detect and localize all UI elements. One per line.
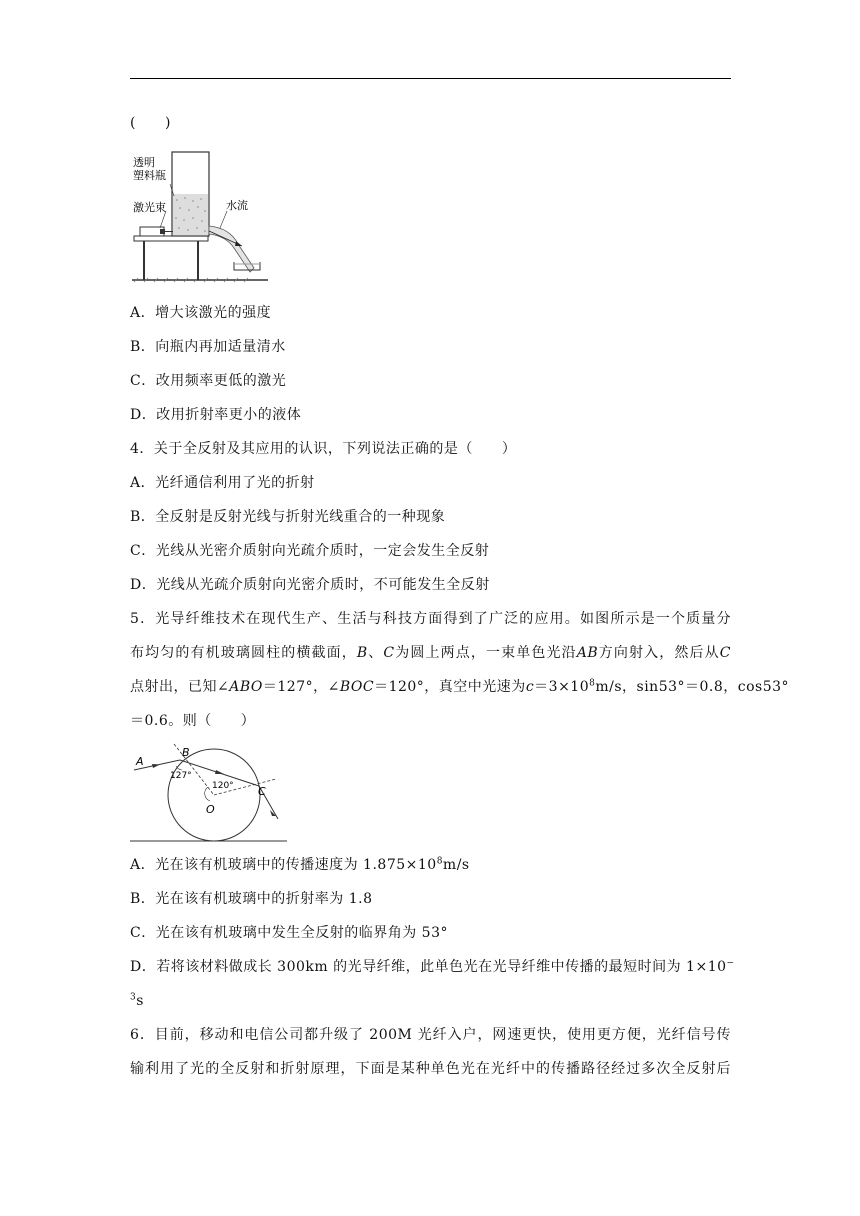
q5-option-d-line1: D．若将该材料做成长 300km 的光导纤维，此单色光在光导纤维中传播的最短时间为 1×10−: [130, 958, 735, 975]
header-rule: [130, 78, 731, 79]
q5-option-c: C．光在该有机玻璃中发生全反射的临界角为 53°: [130, 925, 448, 941]
q6-stem-line2: 输利用了光的全反射和折射原理，下面是某种单色光在光纤中的传播路径经过多次全反射后: [130, 1061, 731, 1077]
bottle-label-1: 透明: [133, 156, 155, 169]
q5-option-a: A．光在该有机玻璃中的传播速度为 $1.875\times 10^8m/s$: [130, 856, 470, 873]
q3-option-c: C．改用频率更低的激光: [130, 373, 287, 389]
q5-stem-line1: 5．光导纤维技术在现代生产、生活与科技方面得到了广泛的应用。如图所示是一个质量分: [130, 611, 731, 627]
q3-option-a: A．增大该激光的强度: [130, 305, 272, 321]
q3-option-b: B．向瓶内再加适量清水: [130, 339, 286, 355]
q5-stem-line4: ＝0.6。则（ ）: [130, 713, 256, 729]
angle-120-label: 120°: [212, 781, 234, 791]
water-label: 水流: [226, 199, 248, 212]
q5-stem-line2: 布均匀的有机玻璃圆柱的横截面，B、C为圆上两点，一束单色光沿AB方向射入，然后从C: [130, 645, 732, 661]
answer-paren: ( ): [130, 115, 171, 131]
laser-label: 激光束: [133, 201, 166, 214]
bottle-label-2: 塑料瓶: [133, 169, 166, 182]
glass-cylinder-figure: [130, 740, 290, 844]
bottle-laser-figure: [130, 148, 270, 284]
q5-stem-line3: 点射出，已知∠ABO＝127°，∠BOC＝120°，真空中光速为$c=3\times 10^8m/s$，sin53°＝0.8，cos53°: [130, 678, 790, 695]
q6-stem-line1: 6．目前，移动和电信公司都升级了 200M 光纤入户，网速更快，使用更方便，光纤信号传: [130, 1027, 731, 1043]
q4-option-c: C．光线从光密介质射向光疏介质时，一定会发生全反射: [130, 543, 490, 559]
q4-option-a: A．光纤通信利用了光的折射: [130, 475, 315, 491]
angle-127-label: 127°: [170, 771, 192, 781]
q5-option-b: B．光在该有机玻璃中的折射率为 1.8: [130, 891, 373, 907]
point-a-label: A: [136, 755, 144, 768]
q5-option-d-line2: $^3$s: [130, 992, 144, 1009]
q4-option-d: D．光线从光疏介质射向光密介质时，不可能发生全反射: [130, 577, 490, 593]
point-c-label: C: [258, 785, 266, 798]
point-b-label: B: [182, 746, 190, 759]
q3-option-d: D．改用折射率更小的液体: [130, 407, 302, 423]
q4-option-b: B．全反射是反射光线与折射光线重合的一种现象: [130, 509, 446, 525]
point-o-label: O: [206, 803, 215, 816]
q4-stem: 4．关于全反射及其应用的认识，下列说法正确的是（ ）: [130, 441, 517, 457]
